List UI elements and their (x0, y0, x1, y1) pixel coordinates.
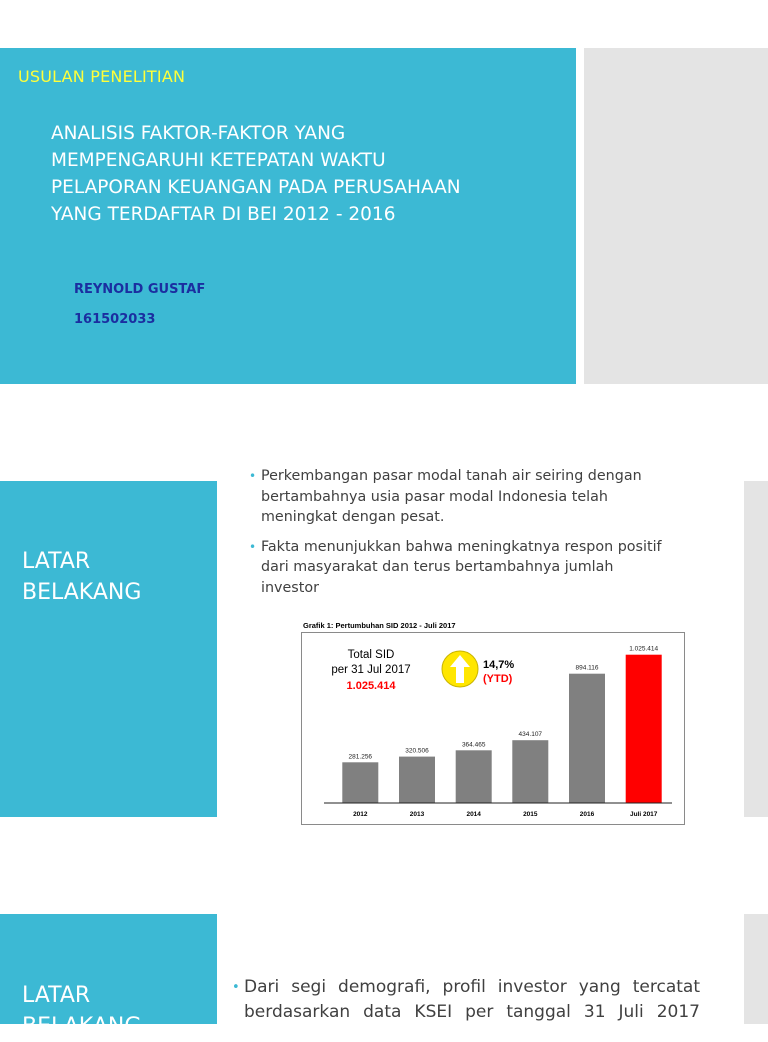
chart-bar (342, 762, 378, 803)
chart-svg (302, 633, 686, 826)
chart-annotation (331, 649, 514, 692)
chart-bar (399, 757, 435, 803)
chart-x-tick-label: 2012 (353, 811, 368, 818)
growth-arrow-icon (442, 651, 478, 687)
bullet-line: dari masyarakat dan terus bertambahnya jumlah (261, 559, 614, 575)
bullet-dot-icon: • (232, 980, 240, 995)
chart-data-label: 434.107 (518, 731, 543, 739)
chart-bar (626, 655, 662, 803)
slide-title-line: YANG TERDAFTAR DI BEI 2012 - 2016 (51, 204, 396, 225)
section-title (22, 980, 141, 1042)
bullet-dot-icon: • (249, 539, 257, 554)
chart-data-label: 281.256 (348, 753, 373, 761)
bullet-line: Perkembangan pasar modal tanah air seiring dengan (261, 468, 642, 484)
section-title-line: BELAKANG (22, 1014, 142, 1039)
slide-title-line: PELAPORAN KEUANGAN PADA PERUSAHAAN (51, 177, 461, 198)
chart-data-label: 894.116 (575, 664, 599, 672)
chart-x-tick-label: 2014 (466, 811, 481, 818)
chart-data-label: 320.506 (405, 747, 429, 755)
chart-caption: Grafik 1: Pertumbuhan SID 2012 - Juli 2017 (303, 621, 456, 630)
annotation-total-label: Total SID (347, 649, 395, 661)
chart-bar (569, 674, 605, 803)
bullet-text (261, 466, 699, 528)
bullet-line: meningkat dengan pesat. (261, 509, 445, 525)
author-name: REYNOLD GUSTAF (74, 282, 206, 297)
section-panel (0, 481, 217, 817)
bullet-item (249, 537, 699, 599)
section-title-line: LATAR (22, 549, 91, 574)
slide-title-line: ANALISIS FAKTOR-FAKTOR YANG (51, 123, 346, 144)
chart-bar (512, 740, 548, 803)
section-title-line: LATAR (22, 983, 91, 1008)
chart-bar (456, 750, 492, 803)
bullet-list (249, 466, 699, 607)
bullet-line: Dari segi demografi, profil investor yang tercatat (244, 977, 700, 997)
bullet-line: investor (261, 579, 319, 596)
annotation-growth-sub: (YTD) (483, 673, 513, 685)
section-title (22, 546, 141, 608)
bullet-line: Fakta menunjukkan bahwa meningkatnya respon positif (261, 538, 662, 555)
chart-x-tick-label: Juli 2017 (629, 811, 658, 818)
annotation-total-value: 1.025.414 (346, 680, 396, 692)
bullet-line: bertambahnya usia pasar modal Indonesia telah (261, 488, 608, 505)
chart-x-tick-label: 2013 (409, 811, 425, 818)
slide-title-line: MEMPENGARUHI KETEPATAN WAKTU (51, 150, 386, 171)
section-side-panel (744, 481, 768, 817)
chart-x-tick-label: 2016 (579, 811, 595, 818)
sid-growth-chart (301, 632, 685, 825)
bullet-text (261, 537, 699, 599)
bullet-text (244, 975, 700, 1025)
chart-data-label: 1.025.414 (629, 645, 659, 653)
slide-title (51, 120, 551, 228)
bullet-dot-icon: • (249, 469, 257, 483)
chart-x-tick-label: 2015 (523, 811, 538, 818)
slide-kicker: USULAN PENELITIAN (18, 67, 186, 86)
title-slide-side-panel (584, 48, 768, 384)
student-id: 161502033 (74, 312, 156, 327)
annotation-date-label: per 31 Jul 2017 (331, 664, 411, 676)
annotation-growth-value: 14,7% (483, 659, 515, 671)
section-side-panel (744, 914, 768, 1024)
chart-data-label: 364.465 (461, 741, 486, 749)
bullet-item (232, 975, 700, 1025)
section-title-line: BELAKANG (22, 580, 142, 605)
bullet-item (249, 466, 699, 528)
bullet-line: berdasarkan data KSEI per tanggal 31 Juli 2017 (244, 1002, 700, 1022)
